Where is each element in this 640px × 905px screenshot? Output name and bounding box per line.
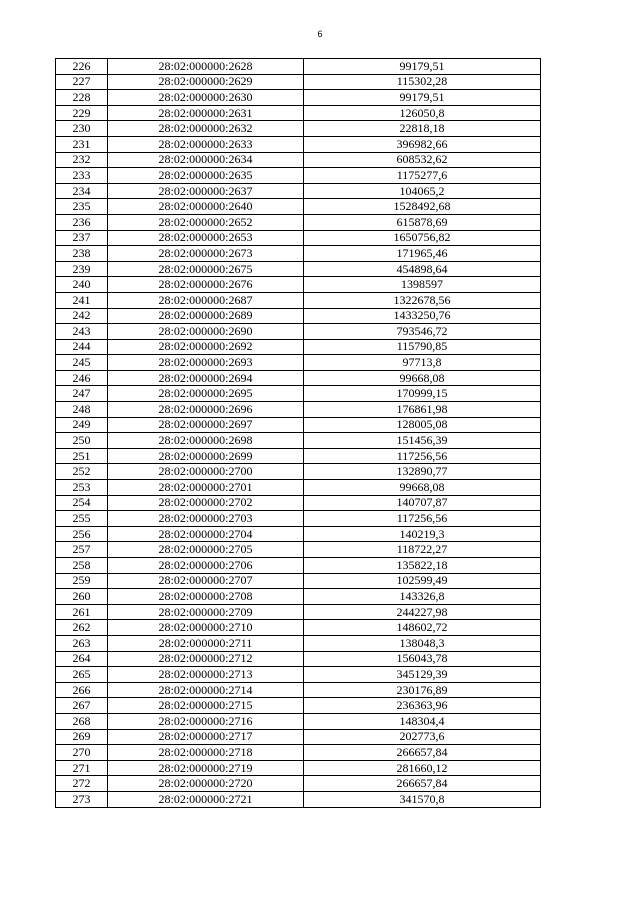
row-number-cell: 264 — [56, 651, 108, 667]
table-row — [56, 433, 541, 449]
table-row — [56, 480, 541, 496]
value-cell: 99179,51 — [304, 90, 541, 106]
cadastral-value-table — [55, 58, 541, 808]
cadastral-number-cell: 28:02:000000:2637 — [108, 183, 304, 199]
table-row — [56, 620, 541, 636]
value-cell: 143326,8 — [304, 589, 541, 605]
page-number: 6 — [317, 29, 323, 39]
row-number-cell: 273 — [56, 791, 108, 807]
cadastral-number-cell: 28:02:000000:2630 — [108, 90, 304, 106]
value-cell: 138048,3 — [304, 635, 541, 651]
table-row — [56, 542, 541, 558]
cadastral-number-cell: 28:02:000000:2676 — [108, 277, 304, 293]
value-cell: 1433250,76 — [304, 308, 541, 324]
cadastral-number-cell: 28:02:000000:2699 — [108, 448, 304, 464]
table-row — [56, 105, 541, 121]
row-number-cell: 270 — [56, 745, 108, 761]
row-number-cell: 244 — [56, 339, 108, 355]
value-cell: 345129,39 — [304, 667, 541, 683]
table-row — [56, 745, 541, 761]
row-number-cell: 240 — [56, 277, 108, 293]
row-number-cell: 248 — [56, 402, 108, 418]
value-cell: 140219,3 — [304, 526, 541, 542]
table-row — [56, 183, 541, 199]
table-row — [56, 199, 541, 215]
row-number-cell: 266 — [56, 682, 108, 698]
cadastral-number-cell: 28:02:000000:2692 — [108, 339, 304, 355]
row-number-cell: 261 — [56, 604, 108, 620]
table-row — [56, 74, 541, 90]
table-row — [56, 261, 541, 277]
cadastral-number-cell: 28:02:000000:2632 — [108, 121, 304, 137]
table-row — [56, 667, 541, 683]
value-cell: 176861,98 — [304, 402, 541, 418]
table-row — [56, 604, 541, 620]
row-number-cell: 259 — [56, 573, 108, 589]
value-cell: 202773,6 — [304, 729, 541, 745]
row-number-cell: 236 — [56, 214, 108, 230]
cadastral-number-cell: 28:02:000000:2704 — [108, 526, 304, 542]
row-number-cell: 231 — [56, 136, 108, 152]
cadastral-number-cell: 28:02:000000:2705 — [108, 542, 304, 558]
table-row — [56, 682, 541, 698]
row-number-cell: 232 — [56, 152, 108, 168]
row-number-cell: 265 — [56, 667, 108, 683]
row-number-cell: 256 — [56, 526, 108, 542]
table-row — [56, 90, 541, 106]
cadastral-number-cell: 28:02:000000:2712 — [108, 651, 304, 667]
value-cell: 793546,72 — [304, 324, 541, 340]
value-cell: 126050,8 — [304, 105, 541, 121]
cadastral-number-cell: 28:02:000000:2653 — [108, 230, 304, 246]
value-cell: 102599,49 — [304, 573, 541, 589]
value-cell: 115302,28 — [304, 74, 541, 90]
cadastral-number-cell: 28:02:000000:2720 — [108, 776, 304, 792]
row-number-cell: 243 — [56, 324, 108, 340]
row-number-cell: 250 — [56, 433, 108, 449]
value-cell: 244227,98 — [304, 604, 541, 620]
value-cell: 99668,08 — [304, 480, 541, 496]
cadastral-number-cell: 28:02:000000:2715 — [108, 698, 304, 714]
value-cell: 454898,64 — [304, 261, 541, 277]
table-row — [56, 308, 541, 324]
table-row — [56, 292, 541, 308]
value-cell: 1528492,68 — [304, 199, 541, 215]
cadastral-number-cell: 28:02:000000:2633 — [108, 136, 304, 152]
value-cell: 1398597 — [304, 277, 541, 293]
table-row — [56, 386, 541, 402]
cadastral-number-cell: 28:02:000000:2690 — [108, 324, 304, 340]
table-row — [56, 355, 541, 371]
value-cell: 1175277,6 — [304, 168, 541, 184]
row-number-cell: 257 — [56, 542, 108, 558]
cadastral-number-cell: 28:02:000000:2652 — [108, 214, 304, 230]
value-cell: 118722,27 — [304, 542, 541, 558]
cadastral-number-cell: 28:02:000000:2628 — [108, 59, 304, 75]
value-cell: 1650756,82 — [304, 230, 541, 246]
row-number-cell: 267 — [56, 698, 108, 714]
value-cell: 115790,85 — [304, 339, 541, 355]
value-cell: 117256,56 — [304, 511, 541, 527]
row-number-cell: 238 — [56, 246, 108, 262]
table-row — [56, 511, 541, 527]
row-number-cell: 230 — [56, 121, 108, 137]
table-row — [56, 448, 541, 464]
value-cell: 97713,8 — [304, 355, 541, 371]
cadastral-number-cell: 28:02:000000:2687 — [108, 292, 304, 308]
cadastral-number-cell: 28:02:000000:2640 — [108, 199, 304, 215]
table-body — [56, 59, 541, 808]
table-row — [56, 791, 541, 807]
value-cell: 1322678,56 — [304, 292, 541, 308]
row-number-cell: 234 — [56, 183, 108, 199]
row-number-cell: 263 — [56, 635, 108, 651]
row-number-cell: 262 — [56, 620, 108, 636]
value-cell: 170999,15 — [304, 386, 541, 402]
value-cell: 117256,56 — [304, 448, 541, 464]
value-cell: 171965,46 — [304, 246, 541, 262]
cadastral-number-cell: 28:02:000000:2716 — [108, 713, 304, 729]
row-number-cell: 237 — [56, 230, 108, 246]
cadastral-number-cell: 28:02:000000:2707 — [108, 573, 304, 589]
cadastral-number-cell: 28:02:000000:2701 — [108, 480, 304, 496]
row-number-cell: 271 — [56, 760, 108, 776]
value-cell: 156043,78 — [304, 651, 541, 667]
cadastral-number-cell: 28:02:000000:2698 — [108, 433, 304, 449]
value-cell: 266657,84 — [304, 776, 541, 792]
value-cell: 99179,51 — [304, 59, 541, 75]
table-row — [56, 370, 541, 386]
row-number-cell: 247 — [56, 386, 108, 402]
cadastral-number-cell: 28:02:000000:2629 — [108, 74, 304, 90]
cadastral-number-cell: 28:02:000000:2634 — [108, 152, 304, 168]
value-cell: 281660,12 — [304, 760, 541, 776]
row-number-cell: 229 — [56, 105, 108, 121]
row-number-cell: 239 — [56, 261, 108, 277]
value-cell: 135822,18 — [304, 558, 541, 574]
table-row — [56, 573, 541, 589]
value-cell: 104065,2 — [304, 183, 541, 199]
table-row — [56, 136, 541, 152]
row-number-cell: 246 — [56, 370, 108, 386]
cadastral-number-cell: 28:02:000000:2694 — [108, 370, 304, 386]
value-cell: 608532,62 — [304, 152, 541, 168]
row-number-cell: 251 — [56, 448, 108, 464]
cadastral-number-cell: 28:02:000000:2710 — [108, 620, 304, 636]
value-cell: 266657,84 — [304, 745, 541, 761]
cadastral-number-cell: 28:02:000000:2718 — [108, 745, 304, 761]
cadastral-number-cell: 28:02:000000:2721 — [108, 791, 304, 807]
cadastral-number-cell: 28:02:000000:2697 — [108, 417, 304, 433]
row-number-cell: 269 — [56, 729, 108, 745]
cadastral-number-cell: 28:02:000000:2693 — [108, 355, 304, 371]
table-row — [56, 246, 541, 262]
row-number-cell: 227 — [56, 74, 108, 90]
table-row — [56, 698, 541, 714]
value-cell: 615878,69 — [304, 214, 541, 230]
cadastral-number-cell: 28:02:000000:2706 — [108, 558, 304, 574]
table-row — [56, 277, 541, 293]
table-row — [56, 152, 541, 168]
table-row — [56, 635, 541, 651]
value-cell: 236363,96 — [304, 698, 541, 714]
cadastral-number-cell: 28:02:000000:2709 — [108, 604, 304, 620]
cadastral-number-cell: 28:02:000000:2708 — [108, 589, 304, 605]
cadastral-number-cell: 28:02:000000:2675 — [108, 261, 304, 277]
cadastral-number-cell: 28:02:000000:2673 — [108, 246, 304, 262]
table-row — [56, 558, 541, 574]
table-row — [56, 526, 541, 542]
value-cell: 128005,08 — [304, 417, 541, 433]
row-number-cell: 226 — [56, 59, 108, 75]
table-row — [56, 214, 541, 230]
value-cell: 151456,39 — [304, 433, 541, 449]
row-number-cell: 241 — [56, 292, 108, 308]
cadastral-number-cell: 28:02:000000:2702 — [108, 495, 304, 511]
cadastral-number-cell: 28:02:000000:2717 — [108, 729, 304, 745]
cadastral-number-cell: 28:02:000000:2631 — [108, 105, 304, 121]
table-row — [56, 324, 541, 340]
row-number-cell: 254 — [56, 495, 108, 511]
row-number-cell: 253 — [56, 480, 108, 496]
cadastral-number-cell: 28:02:000000:2719 — [108, 760, 304, 776]
row-number-cell: 255 — [56, 511, 108, 527]
value-cell: 99668,08 — [304, 370, 541, 386]
table-row — [56, 59, 541, 75]
value-cell: 148304,4 — [304, 713, 541, 729]
value-cell: 341570,8 — [304, 791, 541, 807]
row-number-cell: 268 — [56, 713, 108, 729]
cadastral-number-cell: 28:02:000000:2696 — [108, 402, 304, 418]
value-cell: 22818,18 — [304, 121, 541, 137]
cadastral-number-cell: 28:02:000000:2713 — [108, 667, 304, 683]
table-row — [56, 402, 541, 418]
table-row — [56, 651, 541, 667]
row-number-cell: 228 — [56, 90, 108, 106]
value-cell: 230176,89 — [304, 682, 541, 698]
row-number-cell: 242 — [56, 308, 108, 324]
table-row — [56, 230, 541, 246]
table-row — [56, 168, 541, 184]
row-number-cell: 260 — [56, 589, 108, 605]
value-cell: 132890,77 — [304, 464, 541, 480]
row-number-cell: 245 — [56, 355, 108, 371]
cadastral-number-cell: 28:02:000000:2703 — [108, 511, 304, 527]
table-row — [56, 121, 541, 137]
cadastral-number-cell: 28:02:000000:2711 — [108, 635, 304, 651]
table-row — [56, 589, 541, 605]
cadastral-number-cell: 28:02:000000:2714 — [108, 682, 304, 698]
row-number-cell: 258 — [56, 558, 108, 574]
row-number-cell: 272 — [56, 776, 108, 792]
row-number-cell: 249 — [56, 417, 108, 433]
row-number-cell: 235 — [56, 199, 108, 215]
value-cell: 148602,72 — [304, 620, 541, 636]
cadastral-number-cell: 28:02:000000:2689 — [108, 308, 304, 324]
row-number-cell: 252 — [56, 464, 108, 480]
value-cell: 396982,66 — [304, 136, 541, 152]
cadastral-number-cell: 28:02:000000:2695 — [108, 386, 304, 402]
table-row — [56, 339, 541, 355]
table-row — [56, 417, 541, 433]
table-row — [56, 729, 541, 745]
cadastral-number-cell: 28:02:000000:2700 — [108, 464, 304, 480]
table-row — [56, 495, 541, 511]
table-row — [56, 776, 541, 792]
table-row — [56, 760, 541, 776]
table-row — [56, 464, 541, 480]
row-number-cell: 233 — [56, 168, 108, 184]
cadastral-number-cell: 28:02:000000:2635 — [108, 168, 304, 184]
table-row — [56, 713, 541, 729]
value-cell: 140707,87 — [304, 495, 541, 511]
